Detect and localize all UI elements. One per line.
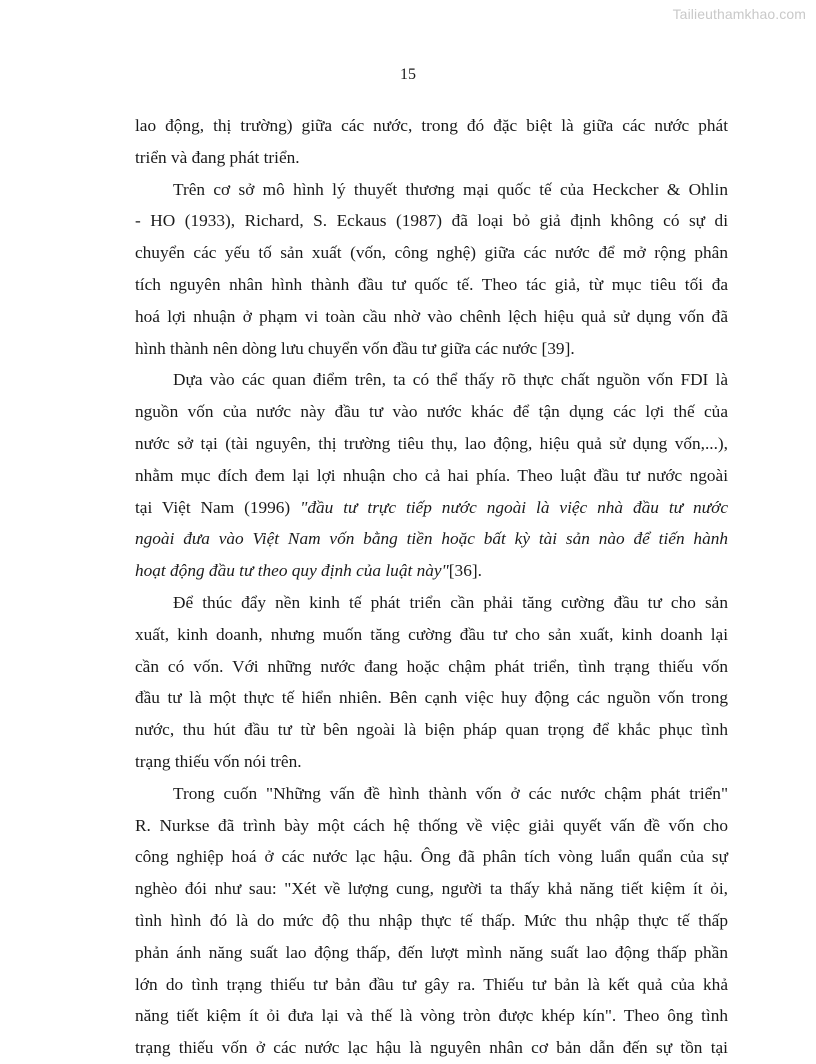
line-text: tích nguyên nhân hình thành đầu tư quốc tế. Theo tác giả, từ mục tiêu tối đa [135,274,728,294]
text-line [135,396,728,428]
text-line [135,301,728,333]
text-line [135,1000,728,1032]
line-text: Dựa vào các quan điểm trên, ta có thể thấy rõ thực chất nguồn vốn FDI là [173,370,728,390]
line-text: tình hình đó là do mức độ thu nhập thực tế thấp. Mức thu nhập thực tế thấp [135,910,728,930]
line-text: cần có vốn. Với những nước đang hoặc chậm phát triển, tình trạng thiếu vốn [135,656,728,676]
quoted-text: ngoài đưa vào Việt Nam vốn bằng tiền hoặc bất kỳ tài sản nào để tiến hành [135,529,728,549]
line-text: - HO (1933), Richard, S. Eckaus (1987) đã loại bỏ giả định không có sự di [135,211,728,231]
text-line [135,492,728,524]
text-line [135,937,728,969]
line-text: chuyển các yếu tố sản xuất (vốn, công nghệ) giữa các nước để mở rộng phân [135,243,728,263]
line-text: nhằm mục đích đem lại lợi nhuận cho cả hai phía. Theo luật đầu tư nước ngoài [135,465,728,485]
text-line [135,969,728,1001]
text-line [135,428,728,460]
text-line [135,873,728,905]
text-line [135,237,728,269]
line-text: nghèo đói như sau: "Xét về lượng cung, người ta thấy khả năng tiết kiệm ít ỏi, [135,879,728,899]
quoted-text: "đầu tư trực tiếp nước ngoài là việc nhà đầu tư nước [300,497,728,517]
line-text: hình thành nên dòng lưu chuyển vốn đầu tư giữa các nước [39]. [135,338,575,358]
text-line [135,460,728,492]
line-text: công nghiệp hoá ở các nước lạc hậu. Ông đã phân tích vòng luẩn quẩn của sự [135,847,728,867]
line-text: lao động, thị trường) giữa các nước, trong đó đặc biệt là giữa các nước phát [135,116,728,135]
text-line [135,841,728,873]
text-line [135,778,728,810]
line-text: lớn do tình trạng thiếu tư bản đầu tư gây ra. Thiếu tư bản là kết quả của khả [135,974,728,994]
line-text: Trong cuốn "Những vấn đề hình thành vốn ở các nước chậm phát triển" [173,783,728,803]
line-text: tại Việt Nam (1996) [135,497,301,517]
line-text: trạng thiếu vốn ở các nước lạc hậu là nguyên nhân cơ bản dẫn đến sự tồn tại [135,1038,728,1058]
quoted-text: hoạt động đầu tư theo quy định của luật này" [135,561,449,581]
line-text: xuất, kinh doanh, nhưng muốn tăng cường đầu tư cho sản xuất, kinh doanh lại [135,624,728,644]
line-text: hoá lợi nhuận ở phạm vi toàn cầu nhờ vào chênh lệch hiệu quả sử dụng vốn đã [135,306,728,326]
text-line [135,269,728,301]
citation: [36]. [448,561,482,581]
text-line [135,810,728,842]
page-number: 15 [400,66,416,83]
text-line [135,174,728,206]
document-body [135,110,728,1064]
text-line [135,746,728,778]
watermark: Tailieuthamkhao.com [672,6,806,22]
text-line [135,523,728,555]
text-line [135,142,728,174]
text-line [135,651,728,683]
text-line [135,364,728,396]
line-text: đầu tư là một thực tế hiển nhiên. Bên cạnh việc huy động các nguồn vốn trong [135,688,728,708]
text-line [135,619,728,651]
line-text: nước sở tại (tài nguyên, thị trường tiêu thụ, lao động, hiệu quả sử dụng vốn,...), [135,433,728,453]
line-text: Để thúc đẩy nền kinh tế phát triển cần phải tăng cường đầu tư cho sản [173,592,728,612]
text-line [135,587,728,619]
text-line [135,110,728,142]
line-text: Trên cơ sở mô hình lý thuyết thương mại quốc tế của Heckcher & Ohlin [173,179,728,199]
text-line [135,333,728,365]
line-text: năng tiết kiệm ít ỏi đưa lại và thế là vòng tròn được khép kín". Theo ông tình [135,1006,728,1026]
text-line [135,555,728,587]
line-text: R. Nurkse đã trình bày một cách hệ thống về việc giải quyết vấn đề vốn cho [135,815,728,835]
text-line [135,905,728,937]
line-text: triển và đang phát triển. [135,147,300,167]
line-text: trạng thiếu vốn nói trên. [135,751,302,771]
line-text: phản ánh năng suất lao động thấp, đến lượt mình năng suất lao động thấp phần [135,942,728,962]
text-line [135,714,728,746]
text-line [135,1032,728,1064]
line-text: nước, thu hút đầu tư từ bên ngoài là biện pháp quan trọng để khắc phục tình [135,720,728,740]
line-text: nguồn vốn của nước này đầu tư vào nước khác để tận dụng các lợi thế của [135,402,728,422]
text-line [135,205,728,237]
text-line [135,682,728,714]
